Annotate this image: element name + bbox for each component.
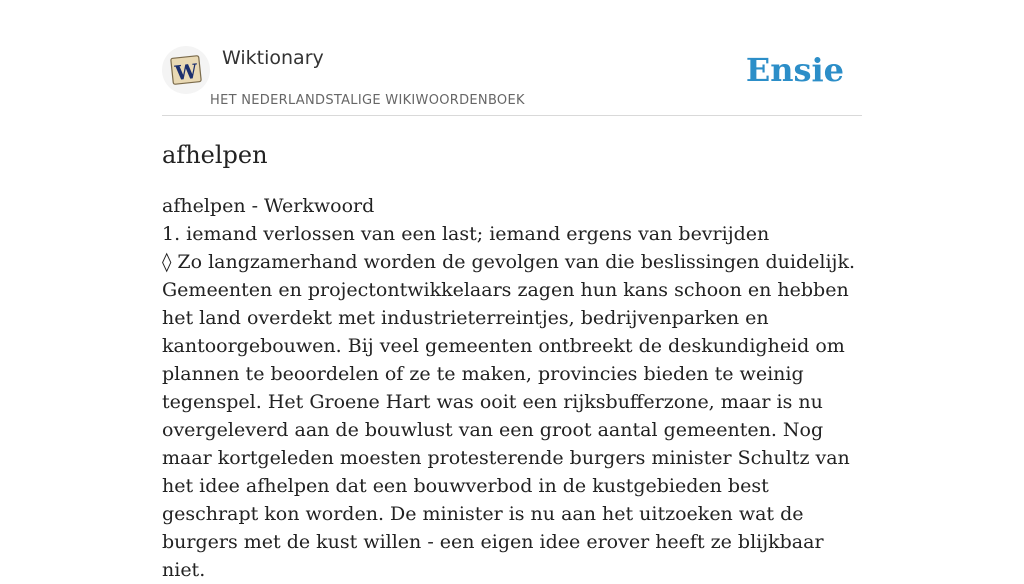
- svg-text:W: W: [173, 58, 199, 86]
- site-tagline: HET NEDERLANDSTALIGE WIKIWOORDENBOEK: [210, 93, 525, 108]
- wiktionary-logo[interactable]: [162, 46, 210, 94]
- ensie-brand-link[interactable]: Ensie: [745, 51, 844, 89]
- site-name[interactable]: Wiktionary: [222, 47, 324, 69]
- wiktionary-w-tile-icon: [168, 52, 204, 88]
- site-header: [162, 40, 862, 116]
- example-quote: ◊ Zo langzamerhand worden de gevolgen van die beslissingen duidelijk. Gemeenten en projectontwikkelaars zagen hun kans schoon en hebben het land overdekt met industrieterreintjes, bedrijvenparken en kantoorgebouwen. Bij veel gemeenten ontbreekt de deskundigheid om plannen te beoordelen of ze te maken, provincies bieden te weinig tegenspel. Het Groene Hart was ooit een rijksbufferzone, maar is nu overgeleverd aan de bouwlust van een groot aantal gemeenten. Nog maar kortgeleden moesten protesterende burgers minister Schultz van het idee afhelpen dat een bouwverbod in de kustgebieden best geschrapt kon worden. De minister is nu aan het uitzoeken wat de burgers met de kust willen - een eigen idee erover heeft ze blijkbaar niet.: [162, 251, 855, 581]
- page-title: afhelpen: [162, 141, 268, 169]
- word-class-line: afhelpen - Werkwoord: [162, 195, 375, 217]
- article-body: [162, 192, 862, 584]
- definition-item: 1. iemand verlossen van een last; iemand ergens van bevrijden: [162, 223, 770, 245]
